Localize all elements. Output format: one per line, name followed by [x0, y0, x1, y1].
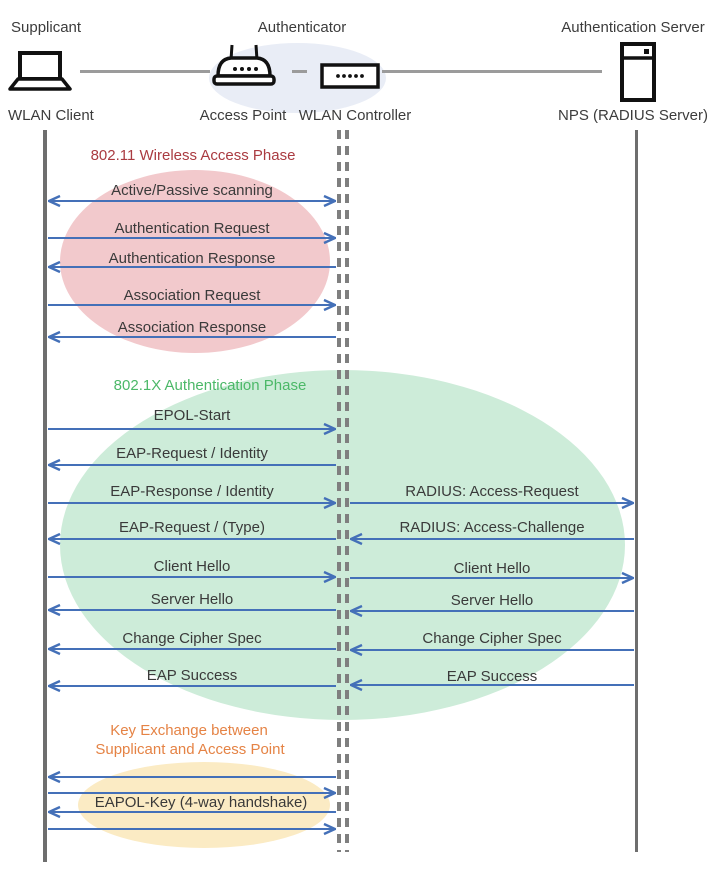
message-label: Change Cipher Spec [122, 630, 262, 647]
eapol-key-label: EAPOL-Key (4-way handshake) [94, 794, 308, 811]
connector-controller-to-server [382, 70, 602, 73]
laptop-icon [8, 50, 74, 94]
connector-ap-to-controller [292, 70, 307, 73]
phase1-title: 802.11 Wireless Access Phase [90, 147, 296, 164]
phase3-title-line1: Key Exchange between [110, 722, 268, 739]
lifeline-supplicant [43, 130, 47, 862]
message-label: Association Request [123, 287, 261, 304]
message-label: Association Response [117, 319, 267, 336]
phase2-title: 802.1X Authentication Phase [113, 377, 307, 394]
message-label: Authentication Request [114, 220, 270, 237]
lifeline-authenticator-right [345, 130, 349, 852]
handshake-arrow-right-icon [48, 820, 336, 838]
connector-client-to-ap [80, 70, 210, 73]
role-authenticator: Authenticator [257, 19, 347, 36]
device-label-wlan-client: WLAN Client [8, 107, 94, 124]
role-supplicant: Supplicant [11, 19, 82, 36]
device-label-access-point: Access Point [199, 107, 287, 124]
device-label-wlan-controller: WLAN Controller [298, 107, 412, 124]
message-label: RADIUS: Access-Request [405, 483, 579, 500]
phase3-title-line2: Supplicant and Access Point [95, 741, 285, 758]
message-label: Active/Passive scanning [111, 182, 273, 199]
access-point-icon [211, 43, 277, 89]
role-authentication-server: Authentication Server [561, 19, 705, 36]
lifeline-authentication-server [635, 130, 638, 852]
message-label: EAP Success [146, 667, 238, 684]
device-label-nps-radius-server: NPS (RADIUS Server) [557, 107, 709, 124]
message-label: Client Hello [453, 560, 531, 577]
message-label: Server Hello [150, 591, 234, 608]
server-icon [619, 41, 657, 103]
message-label: Client Hello [153, 558, 231, 575]
message-label: EAP-Request / (Type) [119, 519, 265, 536]
message-label: Server Hello [450, 592, 534, 609]
message-label: EAP Success [446, 668, 538, 685]
wlan-controller-icon [320, 63, 380, 89]
message-label: Change Cipher Spec [422, 630, 562, 647]
message-label: EAP-Response / Identity [110, 483, 274, 500]
message-label: EPOL-Start [153, 407, 231, 424]
message-label: Authentication Response [108, 250, 276, 267]
message-label: EAP-Request / Identity [116, 445, 268, 462]
message-label: RADIUS: Access-Challenge [399, 519, 585, 536]
lifeline-authenticator-left [337, 130, 341, 852]
